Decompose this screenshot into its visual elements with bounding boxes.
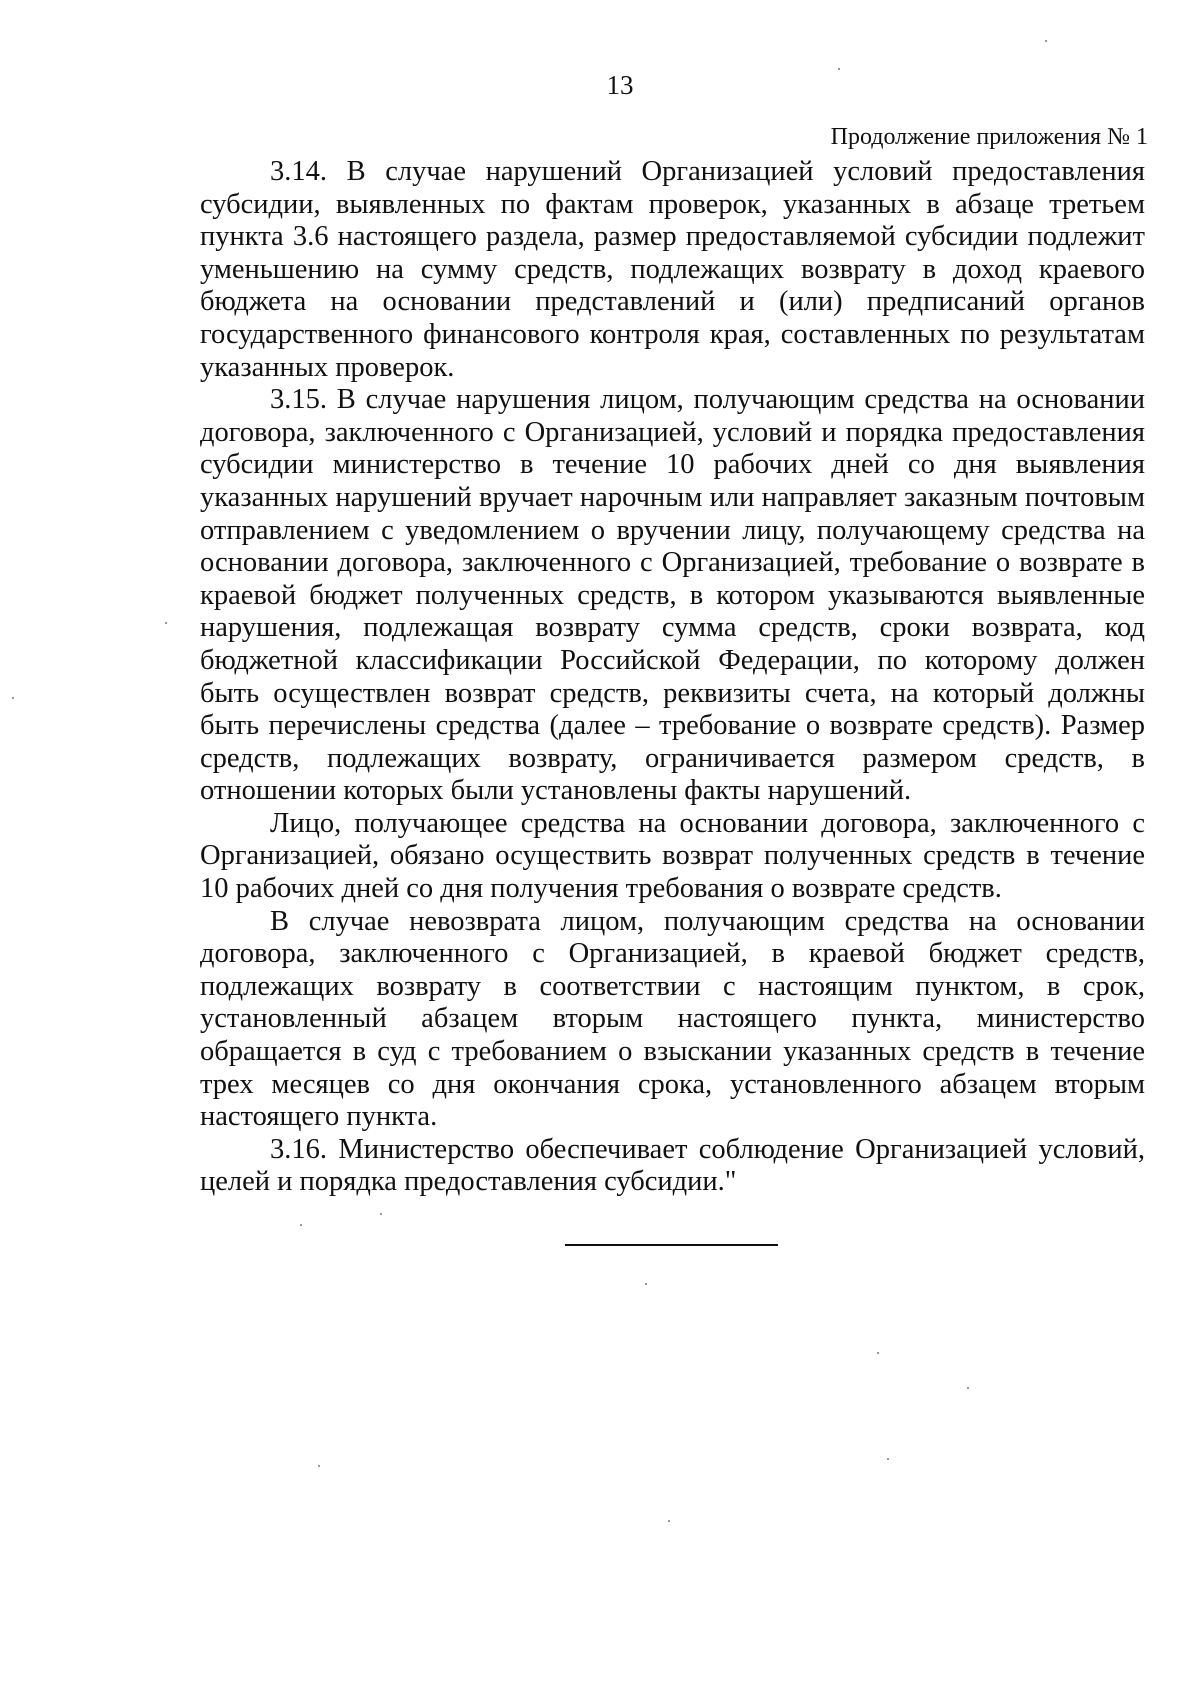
scan-speck bbox=[877, 1352, 879, 1354]
scan-speck bbox=[645, 1283, 647, 1285]
page-number: 13 bbox=[606, 70, 634, 100]
scan-speck bbox=[668, 1520, 670, 1522]
paragraph-3-16: 3.16. Министерство обеспечивает соблюдение Организацией условий, целей и порядка предоставления субсидии." bbox=[200, 1133, 1145, 1198]
scan-speck bbox=[12, 697, 14, 699]
paragraph-3-15: 3.15. В случае нарушения лицом, получающим средства на основании договора, заключенного с Организацией, условий и порядка предоставления субсидии министерство в течение 10 рабочих дней со дня выявления указанных нарушений вручает нарочным или направляет заказным почтовым отправлением с уведомлением о вручении лицу, получающему средства на основании договора, заключенного с Организацией, требование о возврате в краевой бюджет полученных средств, в котором указываются выявленные нарушения, подлежащая возврату сумма средств, сроки возврата, код бюджетной классификации Российской Федерации, по которому должен быть осуществлен возврат средств, реквизиты счета, на который должны быть перечислены средства (далее – требование о возврате средств). Размер средств, подлежащих возврату, ограничивается размером средств, в отношении которых были установлены факты нарушений. bbox=[200, 384, 1145, 807]
paragraph-non-refund: В случае невозврата лицом, получающим средства на основании договора, заключенного с Организацией, в краевой бюджет средств, подлежащих возврату в соответствии с настоящим пунктом, в срок, установленный абзацем вторым настоящего пункта, министерство обращается в суд с требованием о взыскании указанных средств в течение трех месяцев со дня окончания срока, установленного абзацем вторым настоящего пункта. bbox=[200, 905, 1145, 1133]
scan-speck bbox=[300, 1224, 302, 1226]
appendix-continuation-note: Продолжение приложения № 1 bbox=[830, 124, 1148, 150]
scan-speck bbox=[318, 1465, 320, 1467]
closing-divider-line bbox=[565, 1244, 778, 1246]
scan-speck bbox=[1045, 40, 1047, 42]
paragraph-3-14: 3.14. В случае нарушений Организацией условий предоставления субсидии, выявленных по фактам проверок, указанных в абзаце третьем пункта 3.6 настоящего раздела, размер предоставляемой субсидии подлежит уменьшению на сумму средств, подлежащих возврату в доход краевого бюджета на основании представлений и (или) предписаний органов государственного финансового контроля края, составленных по результатам указанных проверок. bbox=[200, 156, 1145, 383]
scan-speck bbox=[838, 68, 840, 70]
scan-speck bbox=[887, 1458, 889, 1460]
scan-speck bbox=[380, 1213, 382, 1215]
paragraph-refund-obligation: Лицо, получающее средства на основании договора, заключенного с Организацией, обязано осуществить возврат полученных средств в течение 10 рабочих дней со дня получения требования о возврате средств. bbox=[200, 807, 1145, 905]
document-body bbox=[200, 156, 1145, 1199]
scan-speck bbox=[165, 622, 167, 624]
scan-speck bbox=[967, 1387, 969, 1389]
